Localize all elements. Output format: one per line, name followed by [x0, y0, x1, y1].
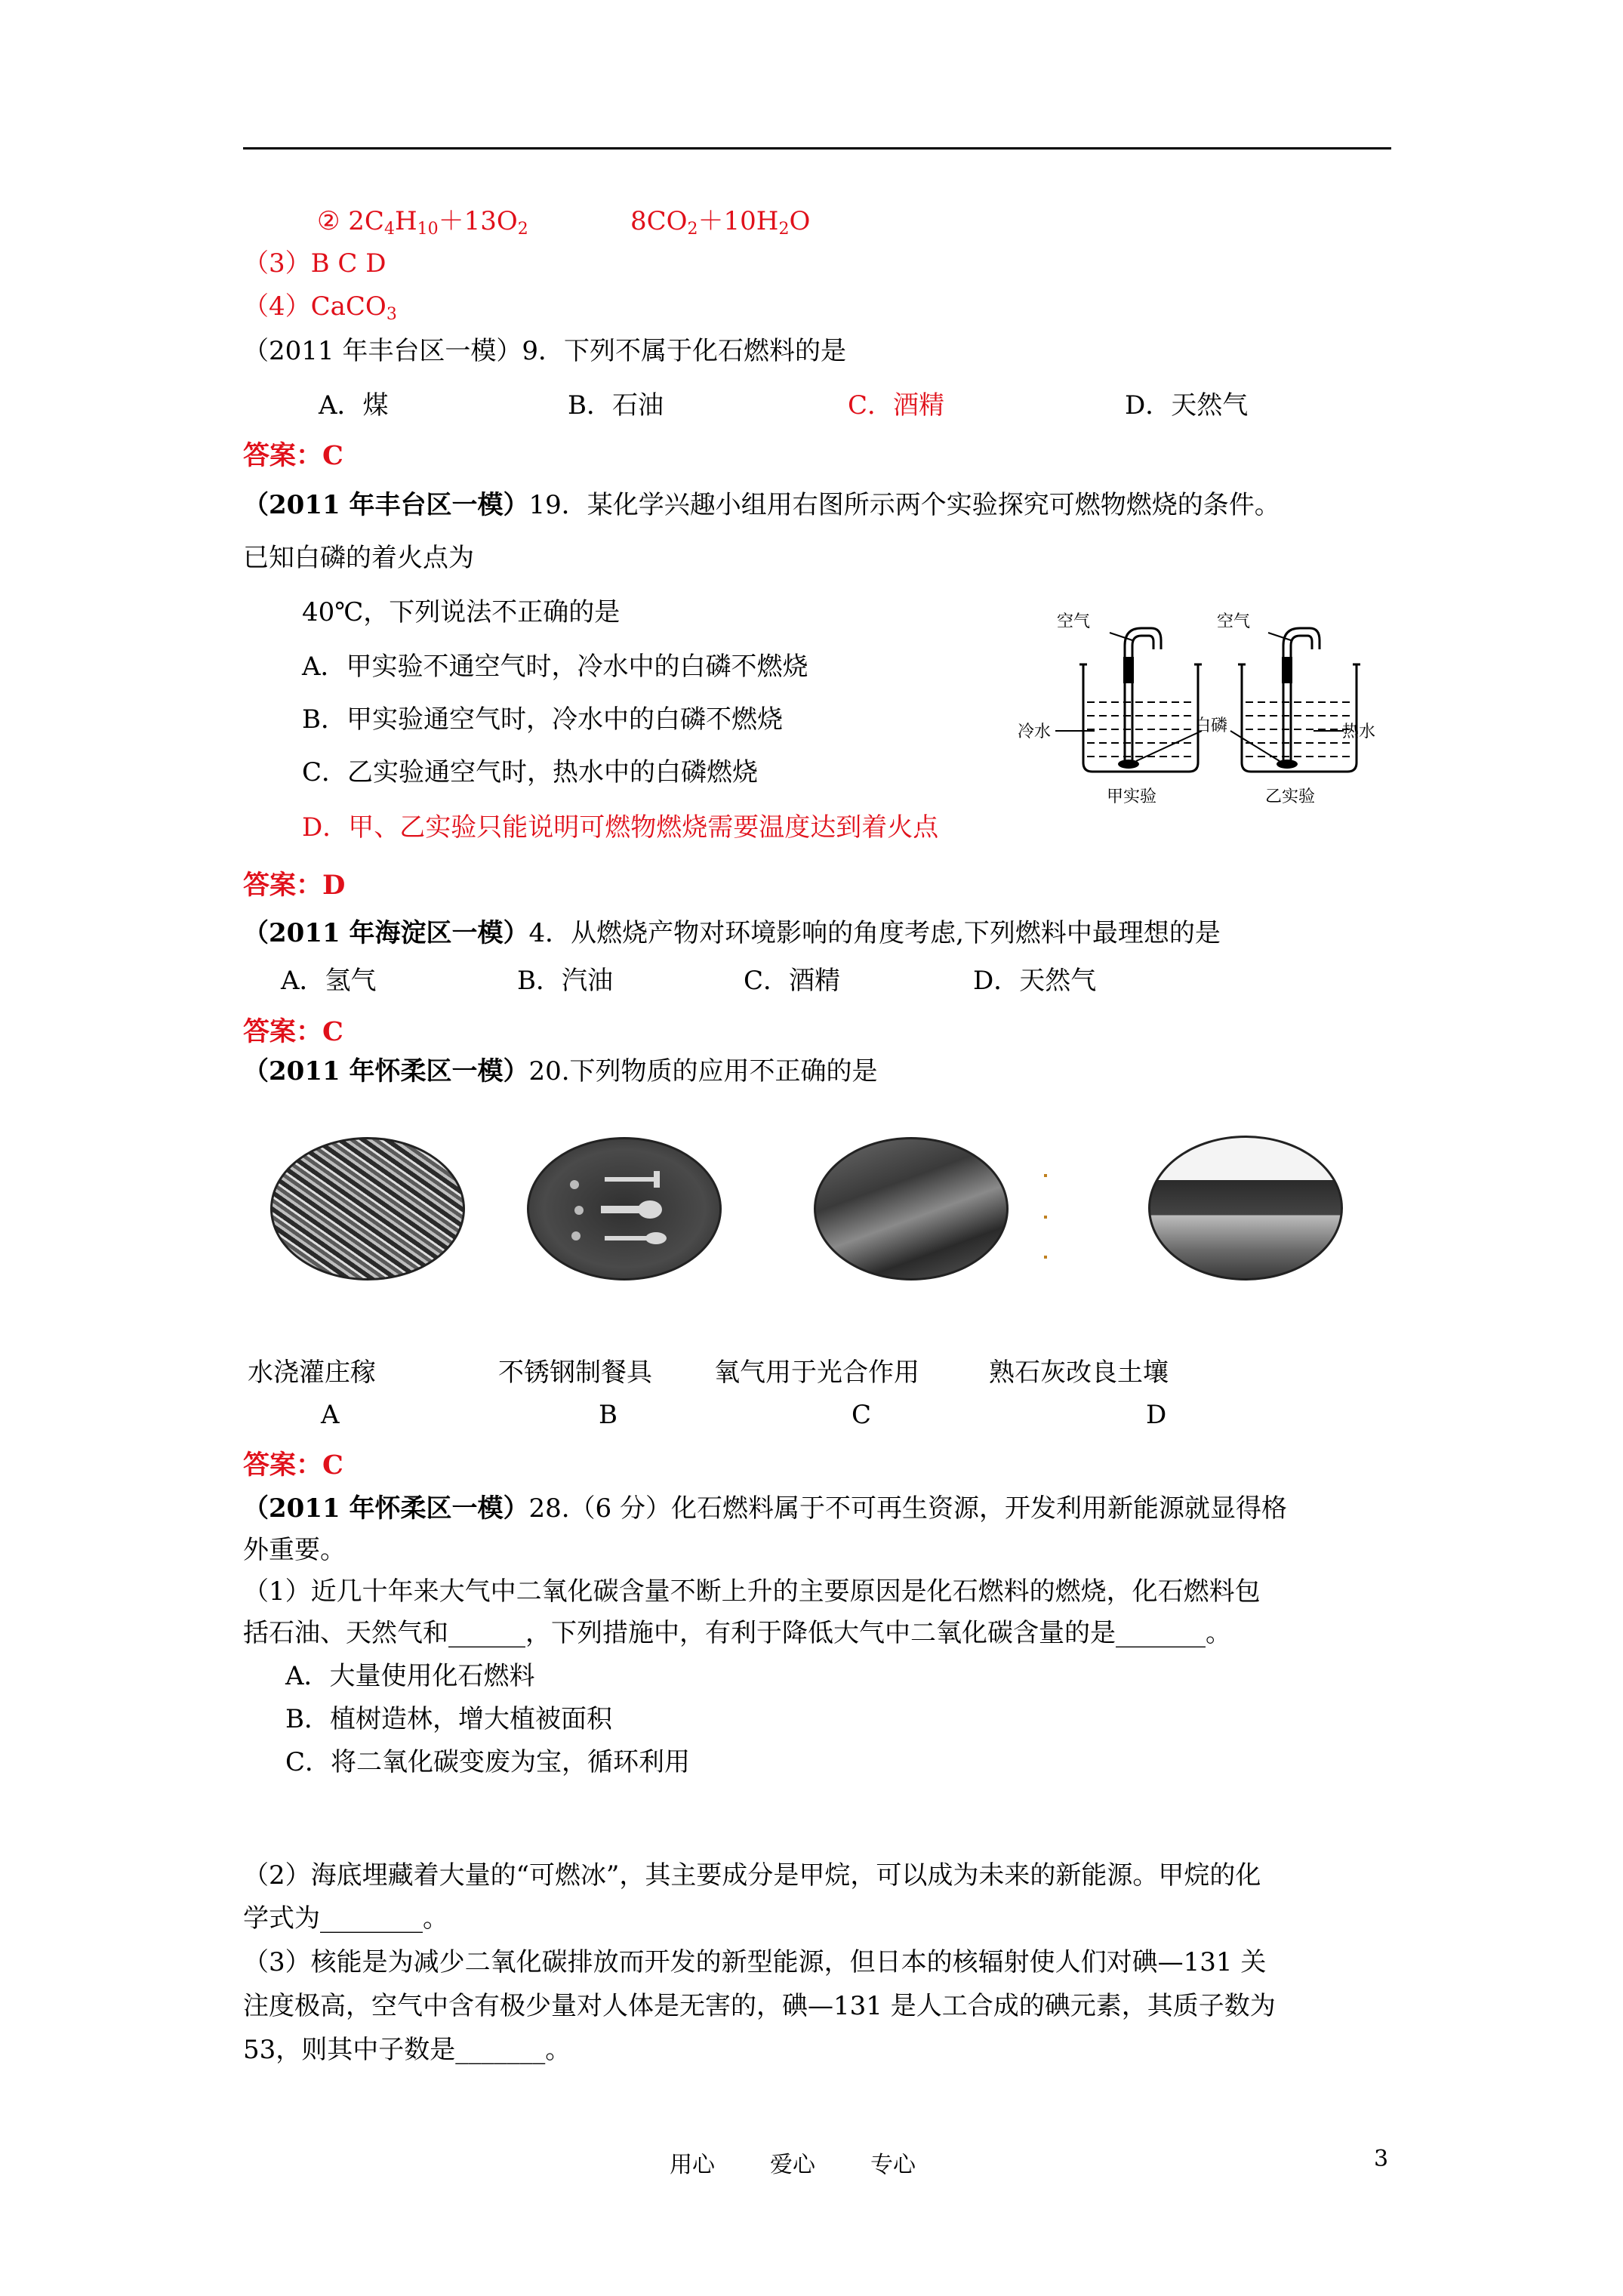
mark-dot [1044, 1174, 1047, 1177]
photo-soil-improvement [1148, 1136, 1343, 1281]
q19-stem-3: 40℃，下列说法不正确的是 [302, 597, 621, 627]
equation-left: ② $2C_4H_{10}+13O_2$ [317, 206, 528, 239]
q28-option-b: B．植树造林，增大植被面积 [285, 1704, 612, 1734]
answer-3: （3）B C D [243, 248, 387, 279]
q28-option-c: C．将二氧化碳变废为宝，循环利用 [285, 1747, 691, 1777]
answer-4: （4）CaCO$_3$ [243, 291, 397, 324]
q9-answer: 答案：C [243, 440, 343, 471]
q28-part3-line2: 注度极高，空气中含有极少量对人体是无害的，碘—131 是人工合成的碘元素，其质子数为 [243, 1991, 1276, 2021]
q19-stem: （2011 年丰台区一模）19．某化学兴趣小组用右图所示两个实验探究可燃物燃烧的条件。 [243, 490, 1280, 520]
white-phosphorus-label: 白磷 [1194, 717, 1228, 735]
q20-caption-a: 水浇灌庄稼 [248, 1358, 376, 1388]
q28-part2-line1: （2）海底埋藏着大量的“可燃冰”，其主要成分是甲烷，可以成为未来的新能源。甲烷的化 [243, 1860, 1261, 1891]
q19-option-d: D．甲、乙实验只能说明可燃物燃烧需要温度达到着火点 [302, 812, 939, 843]
q4-stem: （2011 年海淀区一模）4．从燃烧产物对环境影响的角度考虑,下列燃料中最理想的是 [243, 918, 1221, 948]
air-label-2: 空气 [1217, 612, 1251, 631]
equation-right: $8CO_2+10H_2O$ [630, 206, 811, 239]
q20-caption-b: 不锈钢制餐具 [498, 1358, 652, 1388]
footer-slogan-1: 用心 [670, 2152, 715, 2178]
q20-caption-c: 氧气用于光合作用 [714, 1358, 919, 1388]
beaker-jia [1079, 628, 1202, 772]
photo-watering-crops [270, 1137, 465, 1281]
q20-letter-c: C [852, 1400, 872, 1430]
beaker-yi [1238, 628, 1360, 772]
q9-option-b: B．石油 [568, 390, 664, 421]
experiment-jia-label: 甲实验 [1107, 787, 1157, 806]
combustion-experiment-diagram [1012, 596, 1389, 808]
q28-part3-line1: （3）核能是为减少二氧化碳排放而开发的新型能源，但日本的核辐射使人们对碘—131 关 [243, 1947, 1267, 1977]
q19-option-c: C．乙实验通空气时，热水中的白磷燃烧 [302, 757, 759, 787]
q4-option-d: D．天然气 [973, 966, 1097, 996]
mark-dot [1044, 1216, 1047, 1219]
q20-letter-a: A [321, 1400, 340, 1430]
q20-stem: （2011 年怀柔区一模）20.下列物质的应用不正确的是 [243, 1056, 878, 1086]
q20-letter-b: B [599, 1400, 617, 1430]
cold-water-label: 冷水 [1018, 723, 1052, 741]
q28-part1-line1: （1）近几十年来大气中二氧化碳含量不断上升的主要原因是化石燃料的燃烧，化石燃料包 [243, 1576, 1261, 1607]
q28-option-a: A．大量使用化石燃料 [285, 1661, 535, 1691]
mark-dot [1044, 1256, 1047, 1259]
q20-caption-d: 熟石灰改良土壤 [989, 1358, 1169, 1388]
hot-water-label: 热水 [1342, 723, 1376, 741]
q28-part2-line2: 学式为________。 [243, 1903, 448, 1934]
q4-option-c: C．酒精 [744, 966, 841, 996]
q19-answer: 答案：D [243, 870, 346, 901]
experiment-yi-label: 乙实验 [1265, 787, 1316, 806]
q28-stem: （2011 年怀柔区一模）28.（6 分）化石燃料属于不可再生资源，开发利用新能源就显得格 [243, 1493, 1287, 1524]
q4-answer: 答案：C [243, 1016, 343, 1047]
photo-tableware [527, 1137, 722, 1281]
q9-option-a: A．煤 [319, 390, 389, 421]
q19-stem-2: 已知白磷的着火点为 [243, 543, 474, 573]
q19-option-a: A．甲实验不通空气时，冷水中的白磷不燃烧 [302, 652, 808, 682]
q28-stem-2: 外重要。 [243, 1535, 346, 1565]
q19-option-b: B．甲实验通空气时，冷水中的白磷不燃烧 [302, 704, 783, 735]
footer-slogan-2: 爱心 [770, 2152, 815, 2178]
q20-letter-d: D [1146, 1400, 1167, 1430]
header-rule [243, 147, 1391, 149]
q9-option-c: C．酒精 [848, 390, 945, 421]
q4-option-a: A．氢气 [281, 966, 377, 996]
photo-photosynthesis [814, 1137, 1009, 1281]
q9-stem: （2011 年丰台区一模）9．下列不属于化石燃料的是 [243, 336, 846, 366]
q9-option-d: D．天然气 [1125, 390, 1249, 421]
q4-option-b: B．汽油 [517, 966, 613, 996]
page-number: 3 [1374, 2146, 1389, 2172]
q20-answer: 答案：C [243, 1450, 343, 1481]
footer-slogan-3: 专心 [870, 2152, 916, 2178]
air-label-1: 空气 [1057, 612, 1091, 631]
q28-part1-line2: 括石油、天然气和______，下列措施中，有利于降低大气中二氧化碳含量的是_______。 [243, 1618, 1231, 1648]
q28-part3-line3: 53，则其中子数是_______。 [243, 2035, 571, 2065]
cutlery-icon [529, 1139, 719, 1278]
